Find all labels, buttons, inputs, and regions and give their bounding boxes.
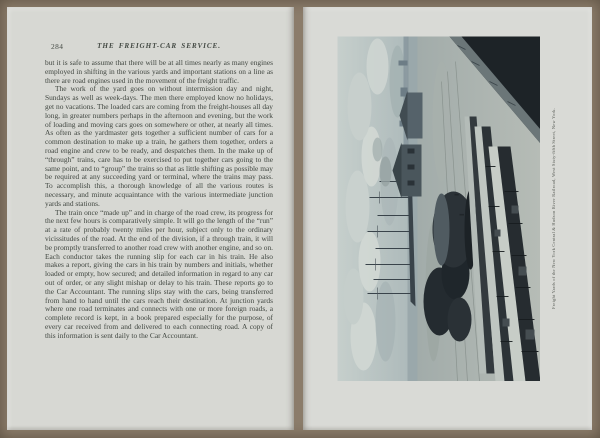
right-page — [303, 7, 592, 430]
page-header — [45, 42, 273, 52]
body-paragraph: but it is safe to assume that there will be at all times nearly as many engines employed in shifting in the various yards and important stations on a line as there are road engines used in the movement of the freight traffic. — [45, 58, 273, 85]
plate — [337, 36, 556, 381]
page-number: 284 — [51, 42, 64, 51]
body-paragraph: The work of the yard goes on without intermission day and night, Sundays as well as week-days. The men there employed know no holidays, get no vacations. The loaded cars are coming from the freight-houses all day long, in greater numbers perhaps in the afternoon and evening, but the work of loading and moving cars goes on somewhere or other, at nearly all times. As often as the yardmaster gets together a sufficient number of cars for a common destination to make up a train, he gathers them together, orders a road engine and crew to be ready, and despatches them. In the make up of “through” trains, care has to be exercised to put together cars going to the same point, and to “group” the trains so that as little shifting as possible may be required at any succeeding yard or terminal, where the trains may pass. To accomplish this, a thorough knowledge of all the various routes is necessary, and minute acquaintance with the various intermediate junction yards and stations. — [45, 84, 273, 208]
body-paragraph: The train once “made up” and in charge of the road crew, its progress for the next few hours is comparatively simple. It will go the length of the “run” at a rate of probably twenty miles per hour, subject only to the ordinary vicissitudes of the road. At the end of the division, if a through train, it will be promptly transferred to another road crew with another engine, and so on. Each conductor takes the running slip for each car in his train. He also makes a report, giving the cars in his train by numbers and initials, whether loaded or empty, how secured; and detailed information in regard to any car out of order, or any slight mishap or delay to his train. These reports go to the Car Accountant. The running slips stay with the cars, being transferred from hand to hand until the cars reach their destination. At junction yards where one road terminates and connects with one or more foreign roads, a complete record is kept, in a book prepared especially for the purpose, of every car received from and delivered to each connecting road. A copy of this information is sent daily to the Car Accountant. — [45, 207, 273, 340]
body-text — [45, 59, 273, 341]
running-head: THE FREIGHT-CAR SERVICE. — [97, 42, 221, 50]
freight-yard-engraving — [337, 36, 540, 381]
left-page — [7, 7, 294, 430]
plate-caption: Freight Yards of the New York Central & Hudson River Railroad, West Sixty-fifth Street, New York. — [551, 108, 556, 310]
